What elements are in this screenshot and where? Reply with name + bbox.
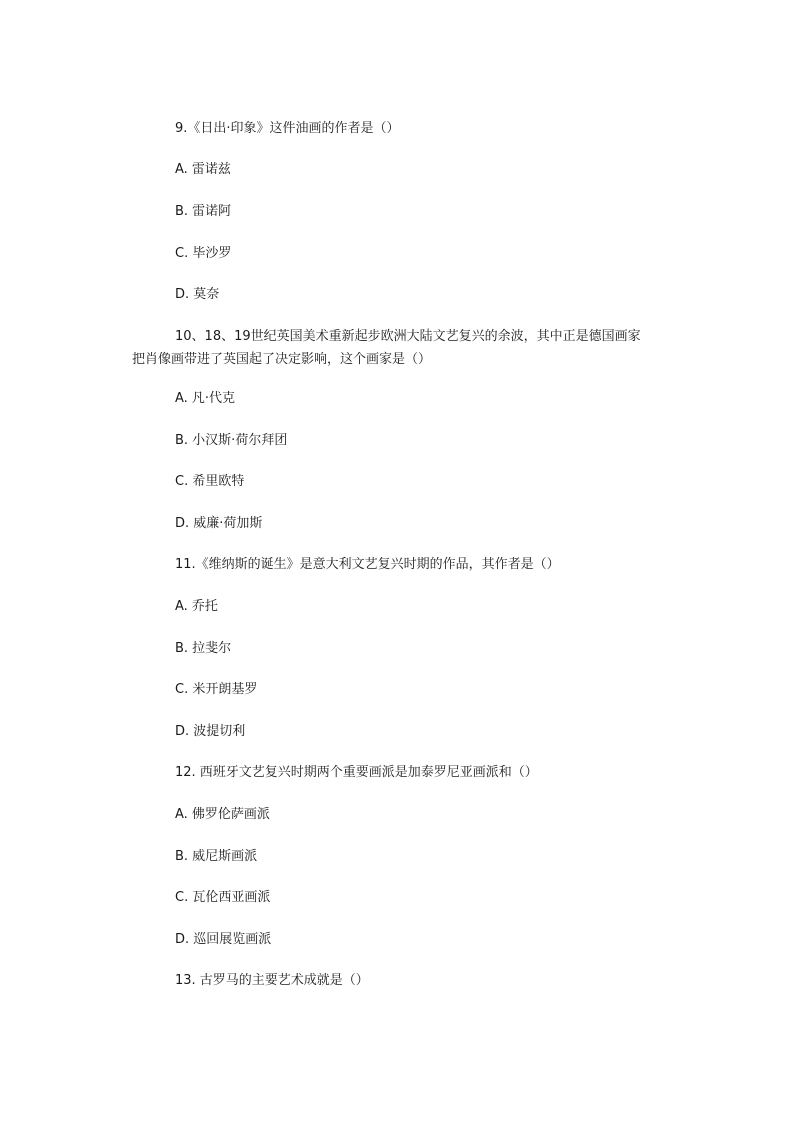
question-12-option-c: C. 瓦伦西亚画派 bbox=[175, 890, 271, 905]
question-10-option-b: B. 小汉斯·荷尔拜团 bbox=[175, 433, 288, 448]
question-13-stem: 13. 古罗马的主要艺术成就是（） bbox=[175, 973, 369, 988]
question-10-option-d: D. 威廉·荷加斯 bbox=[175, 516, 263, 531]
question-9-option-a: A. 雷诺兹 bbox=[175, 162, 231, 177]
question-10-option-a: A. 凡·代克 bbox=[175, 391, 236, 406]
question-10-stem-line2: 把肖像画带进了英国起了决定影响，这个画家是（） bbox=[132, 352, 432, 367]
question-11-option-b: B. 拉斐尔 bbox=[175, 641, 232, 656]
question-12-option-b: B. 威尼斯画派 bbox=[175, 849, 258, 864]
question-9-option-c: C. 毕沙罗 bbox=[175, 246, 232, 261]
question-12-stem: 12. 西班牙文艺复兴时期两个重要画派是加泰罗尼亚画派和（） bbox=[175, 765, 538, 780]
question-12-option-a: A. 佛罗伦萨画派 bbox=[175, 807, 270, 822]
question-11-stem: 11.《维纳斯的诞生》是意大利文艺复兴时期的作品，其作者是（） bbox=[175, 557, 560, 572]
question-11-option-a: A. 乔托 bbox=[175, 599, 218, 614]
question-10-option-c: C. 希里欧特 bbox=[175, 474, 245, 489]
question-10-stem-line1: 10、18、19世纪英国美术重新起步欧洲大陆文艺复兴的余波，其中正是德国画家 bbox=[175, 329, 641, 344]
question-12-option-d: D. 巡回展览画派 bbox=[175, 932, 272, 947]
question-9-option-b: B. 雷诺阿 bbox=[175, 204, 232, 219]
question-11-option-d: D. 波提切利 bbox=[175, 724, 246, 739]
question-9-option-d: D. 莫奈 bbox=[175, 287, 220, 302]
question-9-stem: 9.《日出·印象》这件油画的作者是（） bbox=[175, 121, 400, 136]
question-11-option-c: C. 米开朗基罗 bbox=[175, 682, 258, 697]
